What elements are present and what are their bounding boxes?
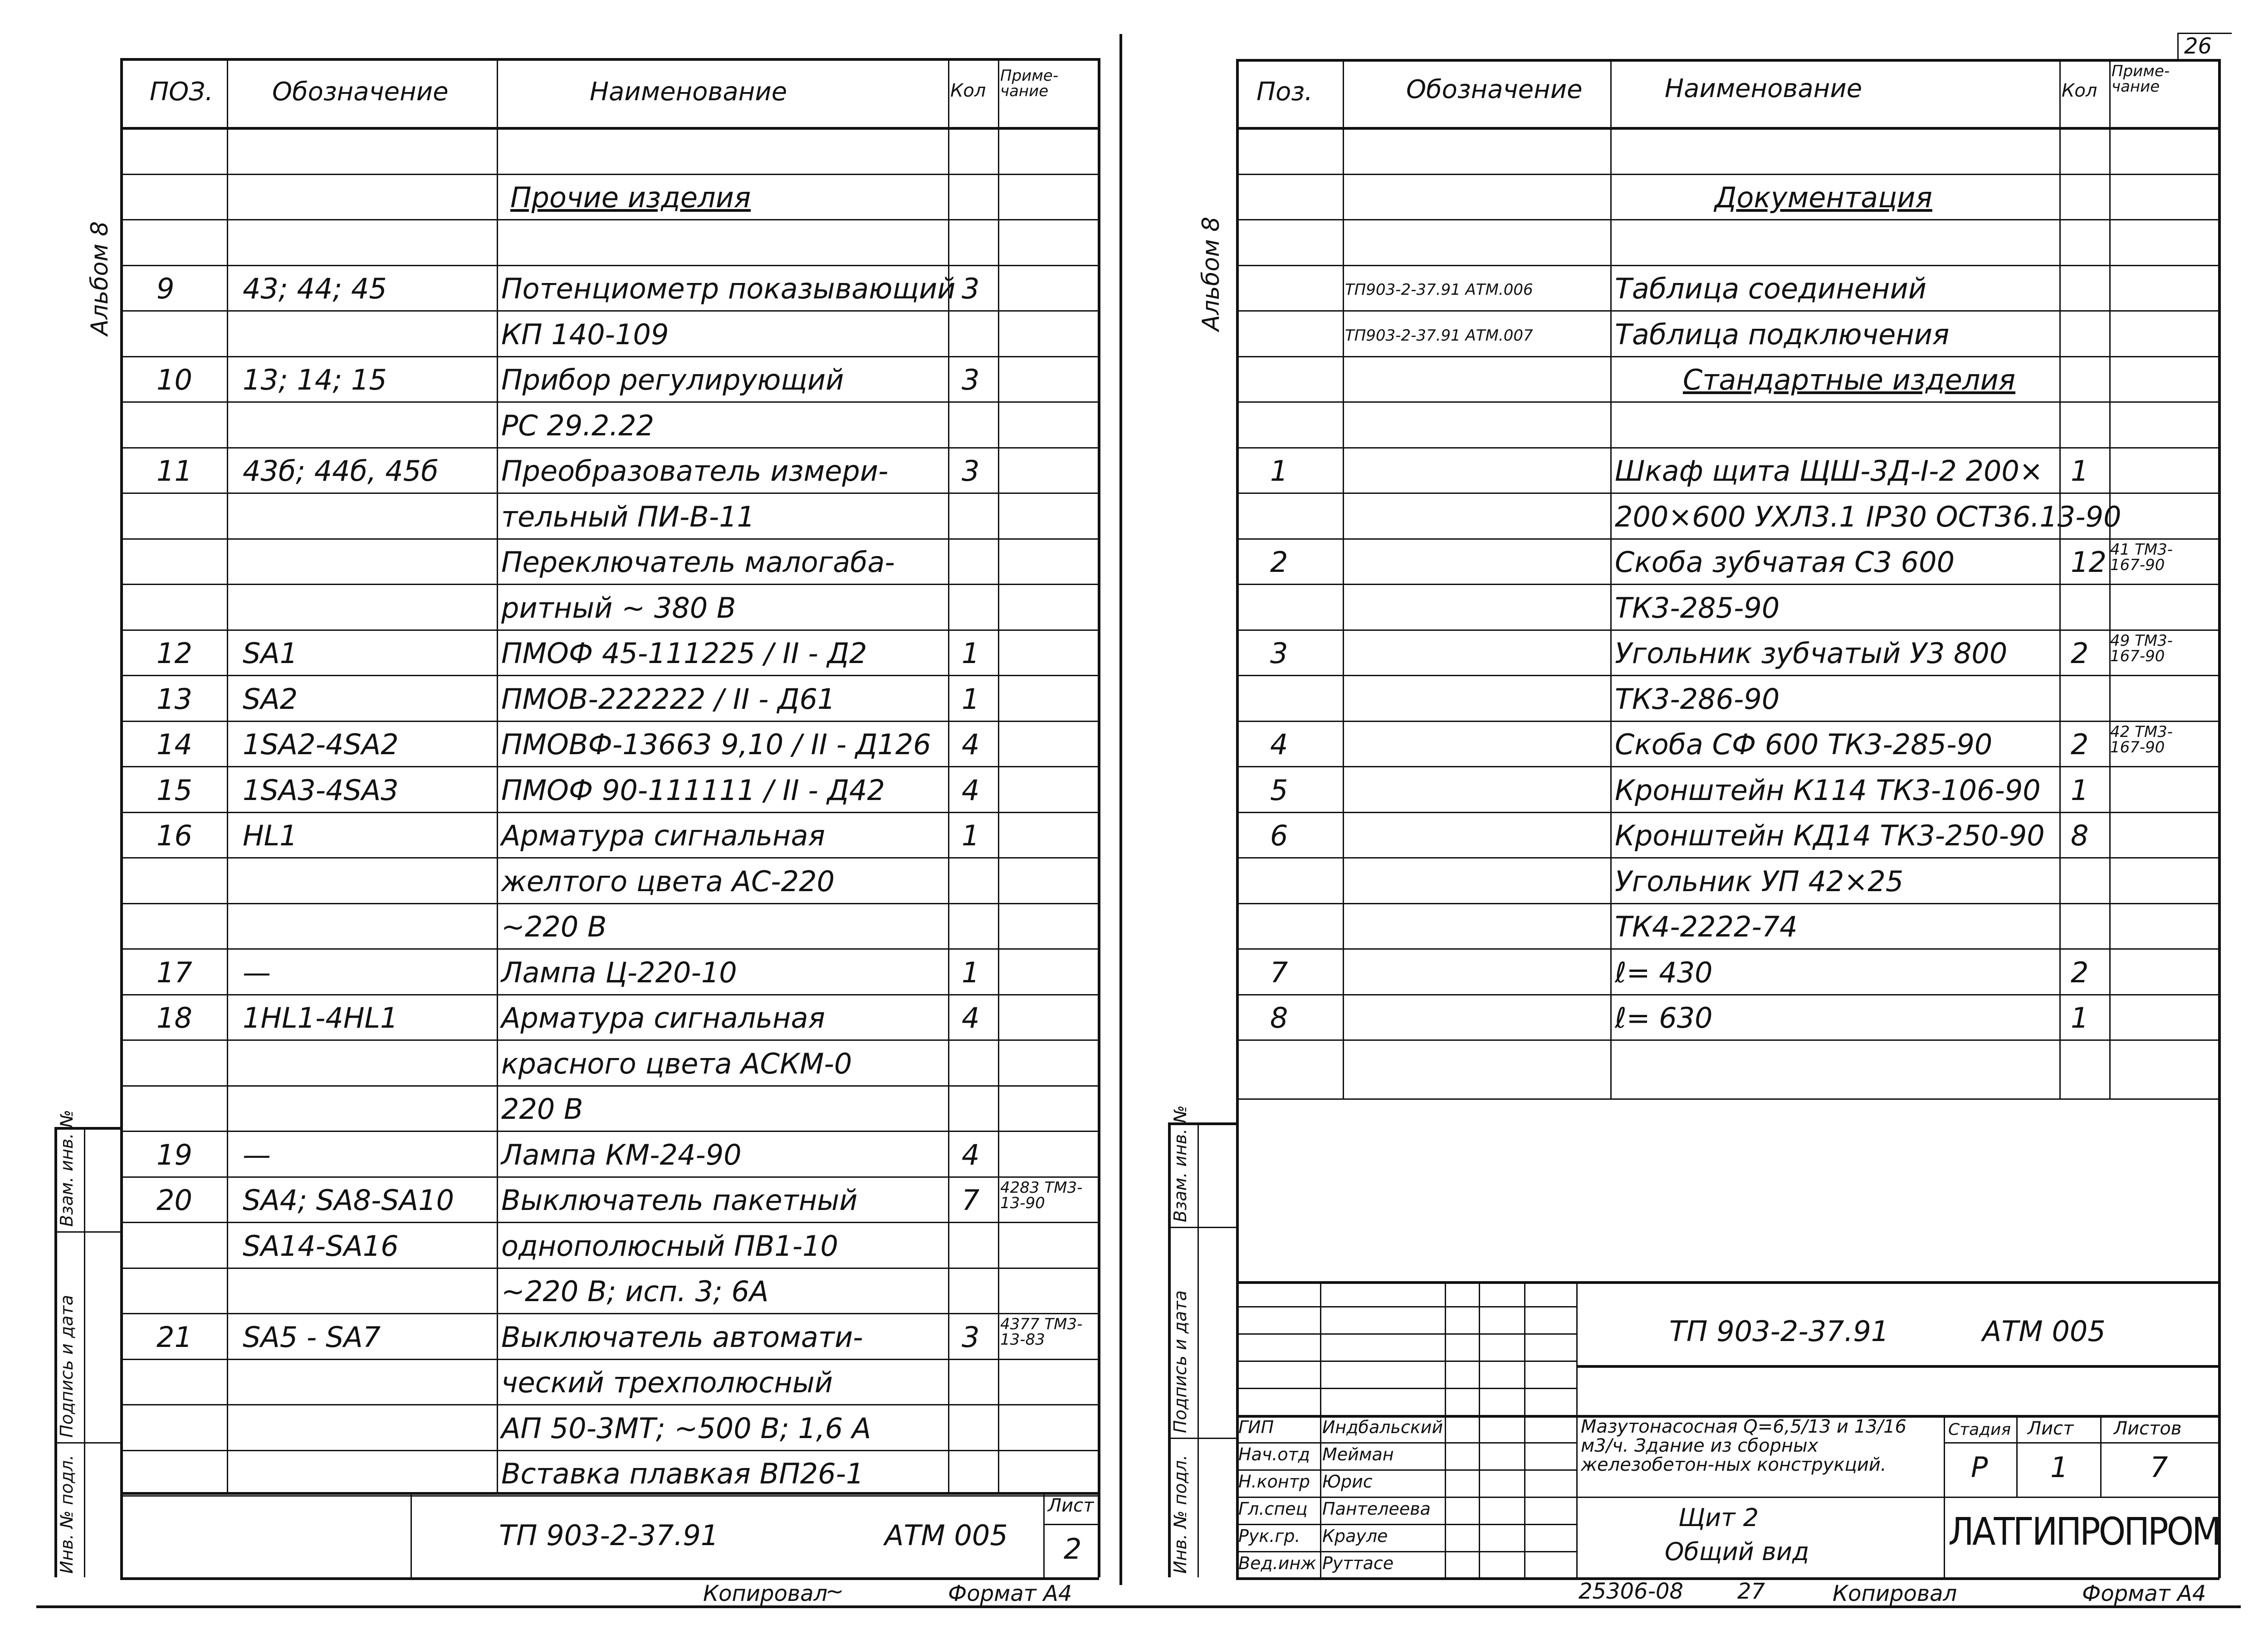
left-row-name: Лампа Ц-220-10 <box>501 956 737 989</box>
row-divider <box>120 675 1099 676</box>
row-divider <box>1236 174 2219 175</box>
left-row-name: ПМОФ 45-111225 / II - Д2 <box>501 637 867 670</box>
right-stamp-object: Мазутонасосная Q=6,5/13 и 13/16 м3/ч. Здание из сборных железобетон-ных конструкций. <box>1581 1416 1906 1475</box>
row-divider <box>1236 994 2219 995</box>
left-header-qty: Кол <box>950 80 986 101</box>
row-divider <box>120 1404 1099 1405</box>
left-row-pos: 16 <box>156 819 192 852</box>
right-row-pos: 2 <box>1270 546 1288 579</box>
row-divider <box>120 948 1099 950</box>
left-footer-copied: Копировал <box>703 1581 828 1606</box>
left-row-qty: 4 <box>962 773 980 807</box>
left-row-note: 4283 ТМ3-13-90 <box>1000 1178 1083 1212</box>
row-divider <box>120 584 1099 585</box>
row-divider <box>1236 356 2219 357</box>
left-row-name: Прибор регулирующий <box>501 363 844 396</box>
left-row-name: Выключатель автомати- <box>501 1320 863 1354</box>
left-row-qty: 1 <box>962 637 980 670</box>
row-divider <box>1236 219 2219 220</box>
left-row-des: HL1 <box>243 819 298 852</box>
stamp-person: Индбальский <box>1322 1417 1443 1437</box>
row-divider <box>1236 675 2219 676</box>
row-divider <box>1236 721 2219 722</box>
row-divider <box>1236 493 2219 494</box>
right-header-pos: Поз. <box>1256 77 1313 107</box>
right-row-qty: 1 <box>2071 1001 2089 1034</box>
left-row-name: РС 29.2.22 <box>501 409 655 442</box>
row-divider <box>1236 401 2219 403</box>
left-row-name: Преобразователь измери- <box>501 454 889 488</box>
left-row-des: 43; 44; 45 <box>243 272 387 305</box>
row-divider <box>120 857 1099 858</box>
left-stamp-code: ТП 903-2-37.91 <box>499 1519 719 1552</box>
right-row-qty: 1 <box>2071 454 2089 488</box>
right-row-note: 49 ТМ3-167-90 <box>2110 631 2173 665</box>
left-row-pos: 9 <box>156 272 175 305</box>
left-row-pos: 17 <box>156 956 192 989</box>
left-row-des: 1SA2-4SA2 <box>243 728 399 761</box>
right-header-note: Приме-чание <box>2112 62 2170 96</box>
right-stamp-drawing: Щит 2 <box>1678 1503 1759 1532</box>
right-side-label: Альбом 8 <box>1198 216 1225 331</box>
row-divider <box>120 629 1099 631</box>
row-divider <box>120 994 1099 995</box>
right-row-name: Кронштейн К114 ТК3-106-90 <box>1615 773 2041 807</box>
right-stamp-sheet-label: Лист <box>2028 1418 2074 1439</box>
left-row-name: Выключатель пакетный <box>501 1184 858 1217</box>
left-header-pos: ПОЗ. <box>150 77 213 107</box>
right-stamp-atm: АТМ 005 <box>1982 1315 2106 1348</box>
row-divider <box>1236 629 2219 631</box>
right-row-qty: 12 <box>2071 546 2107 579</box>
row-divider <box>120 538 1099 540</box>
left-row-name: Лампа КМ-24-90 <box>501 1138 742 1171</box>
row-divider <box>120 1313 1099 1314</box>
right-stamp-drawing2: Общий вид <box>1665 1537 1809 1566</box>
left-row-name: Прочие изделия <box>510 181 751 214</box>
left-row-des: SA5 - SA7 <box>243 1320 381 1354</box>
right-row-name: ТК4-2222-74 <box>1615 910 1798 943</box>
left-row-des: SA4; SA8-SA10 <box>243 1184 455 1217</box>
right-row-name: Угольник УП 42×25 <box>1615 864 1904 898</box>
row-divider <box>120 1176 1099 1178</box>
stamp-role: Нач.отд <box>1238 1444 1310 1464</box>
right-row-name: Шкаф щита ЩШ-3Д-I-2 200× <box>1615 454 2043 488</box>
row-divider <box>1236 538 2219 540</box>
left-stamp-list-label: Лист <box>1048 1495 1094 1516</box>
right-row-note: 41 ТМ3-167-90 <box>2110 540 2173 574</box>
row-divider <box>120 1039 1099 1041</box>
right-stamp-org: ЛАТГИПРОПРОМ <box>1948 1509 2220 1554</box>
left-row-des: SA14-SA16 <box>243 1229 399 1263</box>
left-side-label: Альбом 8 <box>86 221 113 336</box>
right-row-qty: 2 <box>2071 956 2089 989</box>
row-divider <box>120 721 1099 722</box>
right-row-pos: 3 <box>1270 637 1288 670</box>
right-row-name: Скоба СФ 600 ТК3-285-90 <box>1615 728 1993 761</box>
sheet-number: 26 <box>2184 34 2212 59</box>
right-stamp-code: ТП 903-2-37.91 <box>1669 1315 1889 1348</box>
left-row-pos: 19 <box>156 1138 192 1171</box>
row-divider <box>1236 812 2219 813</box>
stamp-role: ГИП <box>1238 1417 1274 1437</box>
left-row-name: ПМОВФ-13663 9,10 / II - Д126 <box>501 728 931 761</box>
left-header-note: Приме-чание <box>1000 67 1059 100</box>
row-divider <box>120 265 1099 266</box>
left-row-des: 13; 14; 15 <box>243 363 387 396</box>
row-divider <box>1236 447 2219 449</box>
left-row-name: ~220 В; исп. 3; 6А <box>501 1275 769 1308</box>
stamp-person: Крауле <box>1322 1526 1388 1546</box>
left-row-name: Переключатель малогаба- <box>501 546 895 579</box>
stamp-person: Пантелеева <box>1322 1499 1431 1519</box>
row-divider <box>1236 1039 2219 1041</box>
stamp-person: Руттасе <box>1322 1553 1394 1573</box>
stamp-role: Вед.инж <box>1238 1553 1316 1573</box>
left-row-qty: 4 <box>962 728 980 761</box>
left-strip-vzam: Взам. инв. № <box>57 1109 77 1227</box>
right-row-note: 42 ТМ3-167-90 <box>2110 722 2173 756</box>
right-row-qty: 8 <box>2071 819 2089 852</box>
right-header-qty: Кол <box>2062 80 2097 101</box>
left-row-des: SA2 <box>243 682 298 716</box>
left-row-qty: 1 <box>962 956 980 989</box>
row-divider <box>120 1495 1099 1497</box>
right-row-pos: 4 <box>1270 728 1288 761</box>
row-divider <box>120 447 1099 449</box>
left-row-qty: 3 <box>962 1320 980 1354</box>
left-row-pos: 18 <box>156 1001 192 1034</box>
row-divider <box>1236 265 2219 266</box>
right-footer-format: Формат А4 <box>2082 1581 2206 1606</box>
right-row-pos: 8 <box>1270 1001 1288 1034</box>
left-row-qty: 4 <box>962 1001 980 1034</box>
row-divider <box>120 174 1099 175</box>
left-row-note: 4377 ТМ3-13-83 <box>1000 1315 1083 1349</box>
right-row-name: 200×600 УХЛ3.1 IР30 ОСТ36.13-90 <box>1615 500 2121 533</box>
right-footer-num: 27 <box>1737 1579 1765 1604</box>
right-strip-sign: Подпись и дата <box>1170 1290 1190 1433</box>
left-header-designation: Обозначение <box>272 77 449 107</box>
row-divider <box>1236 584 2219 585</box>
right-strip-inv: Инв. № подл. <box>1170 1454 1190 1574</box>
left-row-name: Арматура сигнальная <box>501 819 825 852</box>
row-divider <box>120 1268 1099 1269</box>
left-row-name: 220 В <box>501 1093 583 1126</box>
left-stamp-list-value: 2 <box>1064 1532 1082 1566</box>
left-row-name: Вставка плавкая ВП26-1 <box>501 1457 864 1490</box>
left-row-name: АП 50-3МТ; ~500 В; 1,6 А <box>501 1411 871 1445</box>
left-row-name: тельный ПИ-В-11 <box>501 500 755 533</box>
right-stamp-stage-label: Стадия <box>1948 1420 2011 1439</box>
row-divider <box>120 1450 1099 1451</box>
left-row-name: ПМОФ 90-111111 / II - Д42 <box>501 773 885 807</box>
right-row-name: Таблица подключения <box>1615 317 1950 351</box>
row-divider <box>120 903 1099 904</box>
left-row-name: ~220 В <box>501 910 607 943</box>
left-strip-inv: Инв. № подл. <box>57 1454 77 1574</box>
left-row-qty: 4 <box>962 1138 980 1171</box>
left-row-qty: 3 <box>962 272 980 305</box>
right-row-name: ТК3-286-90 <box>1615 682 1780 716</box>
left-row-pos: 20 <box>156 1184 192 1217</box>
right-row-name: Кронштейн КД14 ТК3-250-90 <box>1615 819 2045 852</box>
right-row-name: Таблица соединений <box>1615 272 1927 305</box>
row-divider <box>120 1222 1099 1223</box>
left-row-name: Потенциометр показывающий <box>501 272 956 305</box>
left-row-des: — <box>243 956 271 989</box>
row-divider <box>1236 310 2219 312</box>
right-header-name: Наименование <box>1665 74 1862 103</box>
right-row-des: ТП903-2-37.91 АТМ.006 <box>1345 281 1533 299</box>
row-divider <box>120 1085 1099 1087</box>
right-row-qty: 2 <box>2071 637 2089 670</box>
right-row-name: Скоба зубчатая С3 600 <box>1615 546 1955 579</box>
left-row-name: Арматура сигнальная <box>501 1001 825 1034</box>
left-row-des: 1SA3-4SA3 <box>243 773 399 807</box>
row-divider <box>120 401 1099 403</box>
right-row-pos: 6 <box>1270 819 1288 852</box>
right-footer-copied: Копировал <box>1833 1581 1957 1606</box>
left-row-des: SA1 <box>243 637 298 670</box>
right-row-pos: 1 <box>1270 454 1288 488</box>
right-row-pos: 5 <box>1270 773 1288 807</box>
left-header-name: Наименование <box>590 77 787 107</box>
left-row-qty: 1 <box>962 819 980 852</box>
right-stamp-stage: Р <box>1971 1451 1988 1484</box>
stamp-person: Юрис <box>1322 1472 1373 1492</box>
row-divider <box>1236 766 2219 767</box>
row-divider <box>1236 857 2219 858</box>
right-row-qty: 1 <box>2071 773 2089 807</box>
left-row-pos: 13 <box>156 682 192 716</box>
right-row-name: ℓ= 430 <box>1615 956 1713 989</box>
right-row-name: Стандартные изделия <box>1683 363 2016 396</box>
right-stamp-sheets-label: Листов <box>2114 1418 2182 1439</box>
left-row-name: желтого цвета АС-220 <box>501 864 835 898</box>
row-divider <box>120 1359 1099 1360</box>
left-row-des: — <box>243 1138 271 1171</box>
right-stamp-sheets: 7 <box>2150 1451 2168 1484</box>
row-divider <box>120 812 1099 813</box>
right-footer-archive: 25306-08 <box>1579 1579 1684 1604</box>
row-divider <box>120 356 1099 357</box>
left-stamp-atm: АТМ 005 <box>885 1519 1008 1552</box>
row-divider <box>1236 948 2219 950</box>
right-row-qty: 2 <box>2071 728 2089 761</box>
left-row-qty: 7 <box>962 1184 980 1217</box>
left-footer-format: Формат А4 <box>948 1581 1072 1606</box>
left-strip-sign: Подпись и дата <box>57 1295 77 1438</box>
left-row-name: однополюсный ПВ1-10 <box>501 1229 839 1263</box>
left-footer-signature-mark: ~ <box>826 1579 844 1604</box>
row-divider <box>120 766 1099 767</box>
stamp-person: Мейман <box>1322 1444 1394 1464</box>
left-row-pos: 15 <box>156 773 192 807</box>
right-row-name: ТК3-285-90 <box>1615 591 1780 624</box>
right-header-designation: Обозначение <box>1406 75 1583 104</box>
center-divider <box>1119 34 1122 1585</box>
left-row-name: КП 140-109 <box>501 317 669 351</box>
right-row-des: ТП903-2-37.91 АТМ.007 <box>1345 326 1533 345</box>
right-row-name: Документация <box>1715 181 1932 214</box>
row-divider <box>120 1131 1099 1132</box>
left-row-pos: 14 <box>156 728 192 761</box>
left-row-name: ческий трехполюсный <box>501 1366 833 1399</box>
right-row-pos: 7 <box>1270 956 1288 989</box>
left-row-name: ритный ~ 380 В <box>501 591 736 624</box>
row-divider <box>120 310 1099 312</box>
right-row-name: Угольник зубчатый У3 800 <box>1615 637 2008 670</box>
left-row-des: 1HL1-4HL1 <box>243 1001 398 1034</box>
right-strip-vzam: Взам. инв. № <box>1170 1105 1190 1222</box>
left-row-qty: 3 <box>962 454 980 488</box>
row-divider <box>120 493 1099 494</box>
left-row-qty: 1 <box>962 682 980 716</box>
row-divider <box>120 219 1099 220</box>
left-row-des: 43б; 44б, 45б <box>243 454 439 488</box>
row-divider <box>1236 903 2219 904</box>
left-row-name: красного цвета АСКМ-0 <box>501 1047 852 1080</box>
left-row-pos: 11 <box>156 454 192 488</box>
left-row-pos: 12 <box>156 637 192 670</box>
right-stamp-sheet: 1 <box>2050 1451 2068 1484</box>
stamp-role: Н.контр <box>1238 1472 1310 1492</box>
left-row-pos: 10 <box>156 363 192 396</box>
left-row-qty: 3 <box>962 363 980 396</box>
right-row-name: ℓ= 630 <box>1615 1001 1713 1034</box>
left-row-name: ПМОВ-222222 / II - Д61 <box>501 682 836 716</box>
left-row-pos: 21 <box>156 1320 192 1354</box>
stamp-role: Гл.спец <box>1238 1499 1308 1519</box>
stamp-role: Рук.гр. <box>1238 1526 1300 1546</box>
